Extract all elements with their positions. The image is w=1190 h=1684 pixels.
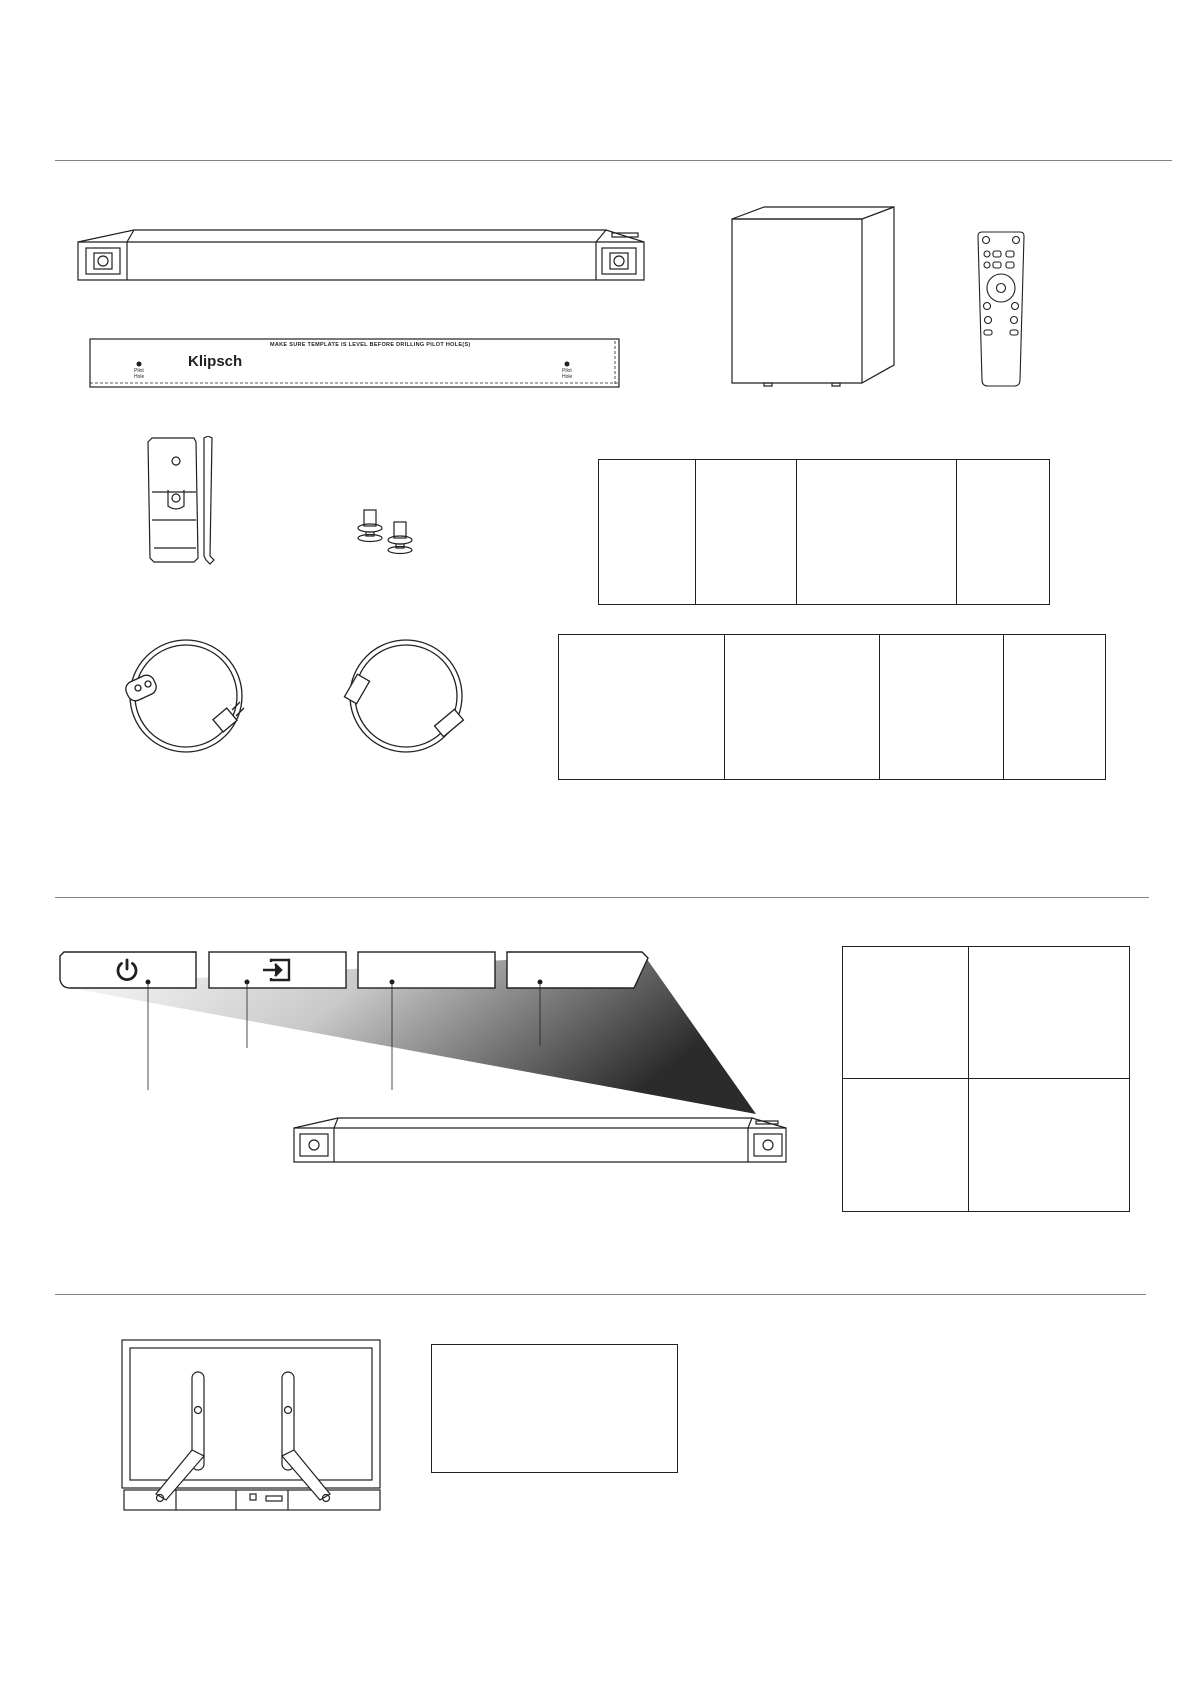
section-rule-top (55, 160, 1172, 161)
template-brand-logo: Klipsch (188, 353, 243, 370)
screws-illustration (355, 508, 419, 558)
tv-stand-diagram (120, 1338, 382, 1514)
template-notice: MAKE SURE TEMPLATE IS LEVEL BEFORE DRILLING PILOT HOLE(S) (270, 342, 471, 348)
controls-table (842, 946, 1130, 1212)
subwoofer-illustration (728, 205, 898, 387)
soundbar-illustration (72, 224, 650, 284)
section-rule-bottom (55, 1294, 1146, 1295)
template-pilot-hole-right: Pilot Hole (562, 368, 573, 380)
contents-table-1 (598, 459, 1050, 605)
hdmi-cable-illustration (338, 628, 478, 764)
template-pilot-hole-left: Pilot Hole (134, 368, 145, 380)
soundbar-small-illustration (290, 1114, 790, 1166)
stand-table (431, 1344, 678, 1473)
contents-table-2 (558, 634, 1106, 780)
input-icon (261, 958, 291, 982)
power-icon (114, 957, 140, 983)
remote-illustration (976, 230, 1026, 388)
power-cord-illustration (120, 628, 260, 764)
section-rule-middle (55, 897, 1149, 898)
wall-bracket-illustration (144, 436, 244, 566)
